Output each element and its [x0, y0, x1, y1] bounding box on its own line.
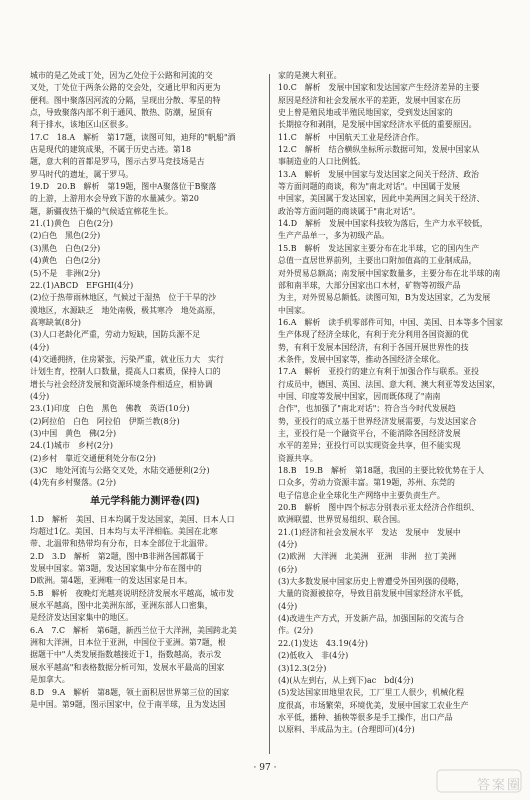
text-line: 展水平越高，图中北美洲东部，亚洲东部人口密集，	[30, 601, 213, 611]
text-line: 增长与社会经济发展和资源环境条件相适应，相协调	[30, 379, 213, 389]
text-line: (5)不是 非洲(2分)	[30, 268, 101, 278]
text-line: 8.D 9.A 解析 第8题，领土面积居世界第三位的国家	[30, 687, 230, 697]
text-line: 17.C 18.A 解析 第17题，读图可知，迪拜的"帆船"酒	[30, 132, 236, 142]
text-line: 为主，对外贸易总额低。读图可知，B为发达国家，乙为发展	[278, 293, 491, 303]
text-line: 漠地区，水源缺乏 地处南极，极其寒冷 地处高原，	[30, 305, 221, 315]
text-line: 水平低，播种、插秧等很多是手工操作，出口产品	[278, 712, 453, 722]
section-title: 单元学科能力测评卷(四)	[90, 495, 200, 507]
text-line: (4分)	[278, 601, 298, 611]
text-line: 17.A 解析 亚投行的建立有利于加强合作与联系。亚投	[278, 367, 480, 377]
text-line: 合作"，也加强了"南北对话"；符合当今时代发展趋	[278, 404, 456, 414]
text-line: (2)白色 黑色(2分)	[30, 231, 101, 241]
text-line: (4分)	[278, 540, 298, 550]
text-line: 事制造业的人口比例低。	[278, 157, 366, 167]
text-line: (4分)	[30, 342, 50, 352]
text-line: (3)人口老龄化严重，劳动力短缺，国防兵源不足	[30, 330, 201, 340]
text-line: 21.(1)经济和社会发展水平 发达 发展中 发展中	[278, 527, 461, 537]
text-line: 22.(1)发达 43.19(4分)	[278, 638, 368, 648]
text-line: (4分)	[30, 391, 50, 401]
text-line: 题，新疆夜热干燥的气候适宜棉花生长。	[30, 206, 173, 216]
left-answers-block-2	[30, 514, 260, 712]
text-line: 度很高，市场繁荣，环境优美，发展中国家工农业生产	[278, 700, 469, 710]
text-line: 家的是澳大利亚。	[278, 71, 342, 80]
text-line: 6.A 7.C 解析 第6题，新西兰位于大洋洲，美国跨北美	[30, 625, 237, 635]
text-line: 10.C 解析 发展中国家和发达国家产生经济差异的主要	[278, 83, 480, 93]
text-line: 长期掠夺和剥削，是发展中国家经济水平低的重要原因。	[278, 120, 477, 130]
text-line: (4)改进生产方式，开发新产品，加强国际的交流与合	[278, 614, 465, 624]
left-column	[30, 70, 260, 711]
text-line: 2.D 3.D 解析 第2题，图中B非洲各国都属于	[30, 551, 204, 561]
text-line: (2)阿拉伯 白色 阿拉伯 伊斯兰教(8分)	[30, 416, 180, 426]
text-line: 术条件，发展中国家等，推动各国经济全球化。	[278, 354, 445, 364]
text-line: 洲和大洋洲，日本位于亚洲，中国位于亚洲。第7题，根	[30, 638, 226, 648]
text-line: 15.B 解析 发达国家主要分布在北半球，它的国内生产	[278, 243, 480, 253]
text-line: 12.C 解析 结合横纵坐标所示数据可知，发展中国家从	[278, 145, 480, 155]
text-line: 11.C 解析 中国航天工业是经济合作。	[278, 132, 424, 142]
text-line: 店是现代的建筑成果，不属于历史古迹。第18	[30, 145, 192, 155]
right-answers-block	[278, 70, 508, 737]
text-line: 政治等方面问题的商谈属于"南北对话"。	[278, 206, 421, 216]
text-line: D欧洲。第4题，亚洲唯一的发达国家是日本。	[30, 576, 193, 586]
text-line: 展水平越高"和表格数据分析可知，发展水平最高的国家	[30, 662, 225, 672]
text-line: 24.(1)城市 乡村(2分)	[30, 441, 113, 451]
text-line: 势，亚投行的成立基于世界经济发展需要，与发达国家合	[278, 416, 477, 426]
page-number: · 97 ·	[253, 763, 277, 773]
text-line: 16.A 解析 读手机零部件可知，中国、美国、日本等多个国家	[278, 317, 503, 327]
text-line: 19.D 20.B 解析 第19题，图中A聚落位于B聚落	[30, 182, 217, 192]
text-line: 题，意大利的首都是罗马，图示古罗马竞技场是古	[30, 157, 205, 167]
text-line: 史上曾是殖民地或半殖民地国家，受到发达国家的	[278, 108, 453, 118]
text-line: (4)(从左到右，从上到下)ac bd(4分)	[278, 675, 414, 685]
text-line: (4)黄色 白色(2分)	[30, 256, 101, 266]
text-line: 发展中国家。第3题，发达国家集中分布在图中的	[30, 564, 202, 574]
text-line: 13.A 解析 发展中国家与发达国家之间关于经济、政治	[278, 169, 480, 179]
text-line: 欧洲联盟、世界贸易组织、联合国。	[278, 515, 406, 525]
text-line: 作。(2分)	[278, 626, 314, 636]
watermark-text: 答案圈	[476, 778, 522, 793]
text-line: 行成员中，德国、英国、法国、意大利、澳大利亚等发达国家，	[278, 379, 501, 389]
text-line: 点，导致聚落内部不利于通风、散热、防潮，屋顶有	[30, 108, 213, 118]
text-line: (2)位于热带雨林地区，气候过于湿热 位于干旱的沙	[30, 293, 217, 303]
text-line: 生产产品单一，多为初级产品。	[278, 231, 390, 241]
text-line: 中国家，美国属于发达国家，因此中美两国之间关于经济、	[278, 194, 485, 204]
text-line: 罗马时代的遗址，属于罗马。	[30, 169, 134, 179]
text-line: 据题干中"人类发展指数越接近于1，指数越高，表示发	[30, 650, 222, 660]
text-line: 是经济发达国家集中的地区。	[30, 613, 134, 623]
text-line: (3)12.3(2分)	[278, 663, 327, 673]
text-line: 18.B 19.B 解析 第18题，我国的主要比较优势在于人	[278, 466, 485, 475]
text-line: 大量的资源被掠夺，导致目前发展中国家经济水平低，	[278, 589, 469, 599]
text-line: (5)发达国家田地里农民，工厂里工人很少，机械化程	[278, 688, 465, 698]
text-line: (3)大多数发展中国家历史上曾遭受外国列强的侵略，	[278, 577, 465, 587]
text-line: 均超过1亿。美国、日本均与太平洋相临。美国在北寒	[30, 527, 218, 537]
text-line: (2)低收入 非(4分)	[278, 651, 349, 661]
answer-page	[30, 70, 508, 756]
text-line: 22.(1)ABCD EFGHI(4分)	[30, 280, 134, 290]
text-line: 计划生育，控制人口数量，提高人口素质，保持人口的	[30, 367, 221, 377]
text-line: 叉处，丁处位于两条公路的交会处，交通比甲和丙更为	[30, 83, 221, 93]
text-line: 5.B 解析 夜晚灯光越亮说明经济发展水平越高，城市发	[30, 588, 235, 598]
text-line: 生产体现了经济全球化，有利于充分利用各国资源的优	[278, 330, 469, 340]
left-answers-block	[30, 70, 260, 490]
text-line: 电子信息企业全球化生产网络中主要负责生产。	[278, 490, 445, 500]
text-line: 20.B 解析 图中四个标志分别表示亚太经济合作组织、	[278, 503, 480, 513]
text-line: 带、北温带和热带均有分布，日本全部位于北温带。	[30, 539, 213, 549]
text-line: 总值一直居世界前列，主要出口附加值高的工业制成品，	[278, 256, 477, 266]
text-line: (3)中国 黄色 佛(2分)	[30, 428, 117, 438]
text-line: 部和南半球，大部分国家出口木材，矿物等初级产品	[278, 280, 461, 290]
text-line: 1.D 解析 美国、日本均属于发达国家，美国、日本人口	[30, 514, 235, 524]
text-line: (2)乡村 靠近交通便利处分布(2分)	[30, 453, 156, 463]
text-line: (4)先有乡村聚落。(2分)	[30, 478, 117, 488]
text-line: 便利。图中聚落因河流的分隔，呈现出分散、零星的特	[30, 95, 221, 105]
text-line: (4)交通拥挤，住房紧张，污染严重，就业压力大 实行	[30, 354, 224, 364]
text-line: 等方面问题的商谈，称为"南北对话"。中国属于发展	[278, 182, 461, 192]
text-line: 城市的是乙处或丁处，因为乙处位于公路和河流的交	[30, 71, 213, 80]
text-line: 主，亚投行是一个融资平台，不能消除各国经济发展	[278, 428, 461, 438]
text-line: 对外贸易总额高；南发展中国家数量多，主要分布在北半球的南	[278, 268, 501, 278]
text-line: 利于排水，该地区山区很多。	[30, 120, 134, 130]
text-line: (2)欧洲 大洋洲 北美洲 亚洲 非洲 拉丁美洲	[278, 552, 457, 562]
text-line: (3)黑色 白色(2分)	[30, 243, 101, 253]
text-line: 是中国。第9题，图示国家中，位于南半球，且为发达国	[30, 699, 226, 709]
text-line: 资源共享。	[278, 453, 318, 463]
text-line: 中国、印度等发展中国家，因而既体现了"南南	[278, 391, 441, 401]
text-line: 23.(1)印度 白色 黑色 佛教 英语(10分)	[30, 404, 190, 414]
text-line: (3)C 地处河流与公路交叉处，水陆交通便利(2分)	[30, 466, 210, 475]
right-column	[278, 70, 508, 737]
text-line: 中国家。	[278, 305, 310, 315]
text-line: 水平的差异；亚投行可以实现资金共享，但不能实现	[278, 441, 461, 451]
text-line: 的上游，上游用水会导致下游的水量减少。第20	[30, 194, 199, 204]
text-line: 高寒缺氧(8分)	[30, 317, 82, 327]
column-divider	[269, 74, 270, 754]
text-line: 口众多，劳动力资源丰富。第19题，苏州、东莞的	[278, 478, 455, 488]
text-line: 以原料、半成品为主。(合理即可)(4分)	[278, 725, 415, 735]
text-line: 14.D 解析 发展中国家科技较为落后，生产力水平较低，	[278, 219, 488, 229]
text-line: 是加拿大。	[30, 675, 70, 685]
text-line: 原因是经济和社会发展水平的差距，发展中国家在历	[278, 95, 461, 105]
text-line: (6分)	[278, 564, 298, 574]
text-line: 21.(1)黄色 白色(2分)	[30, 219, 113, 229]
text-line: 势，有利于发展本国经济，有利于各国开展世界性的技	[278, 342, 469, 352]
